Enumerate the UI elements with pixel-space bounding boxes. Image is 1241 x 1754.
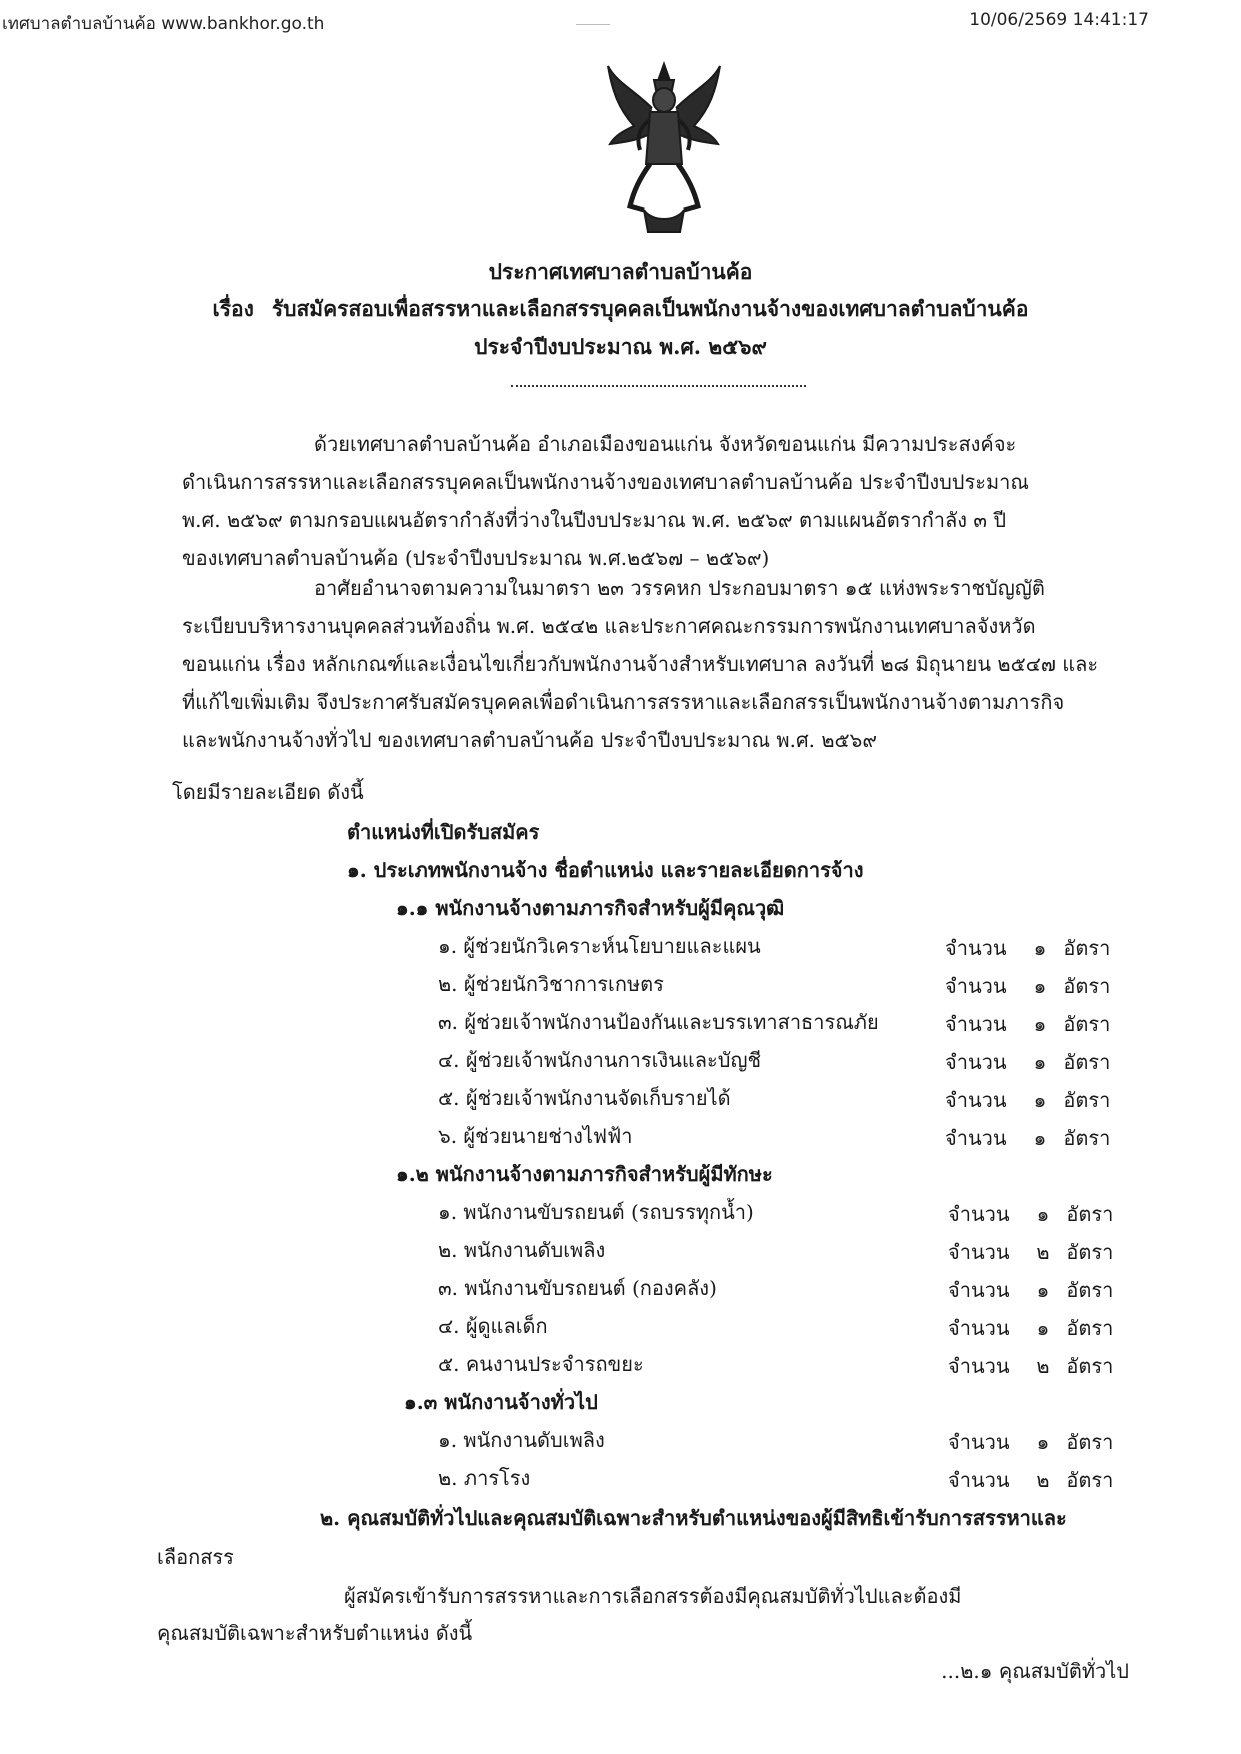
section2-body-line: คุณสมบัติเฉพาะสำหรับตำแหน่ง ดังนี้ — [157, 1621, 473, 1645]
count-label: จำนวน — [948, 1430, 1010, 1454]
position-name: ๓. ผู้ช่วยเจ้าพนักงานป้องกันและบรรเทาสาธารณภัย — [438, 1010, 879, 1034]
title-dotted-rule — [511, 385, 806, 387]
position-name: ๓. พนักงานขับรถยนต์ (กองคลัง) — [438, 1276, 717, 1300]
count-label: จำนวน — [948, 1468, 1010, 1492]
group-heading-1-2: ๑.๒ พนักงานจ้างตามภารกิจสำหรับผู้มีทักษะ — [396, 1162, 773, 1186]
group-heading-1-1: ๑.๑ พนักงานจ้างตามภารกิจสำหรับผู้มีคุณวุฒิ — [396, 896, 785, 920]
count-label: จำนวน — [945, 974, 1007, 998]
position-name: ๒. ผู้ช่วยนักวิชาการเกษตร — [438, 972, 664, 996]
position-count — [948, 1236, 1113, 1268]
section2-heading: ๒. คุณสมบัติทั่วไปและคุณสมบัติเฉพาะสำหรับตำแหน่งของผู้มีสิทธิเข้ารับการสรรหาและ — [320, 1506, 1067, 1530]
details-line: โดยมีรายละเอียด ดังนี้ — [172, 780, 364, 804]
page-header — [0, 6, 1241, 34]
unit-label: อัตรา — [1063, 974, 1111, 998]
position-name: ๑. พนักงานดับเพลิง — [438, 1428, 605, 1452]
count-label: จำนวน — [948, 1202, 1010, 1226]
position-count — [948, 1274, 1113, 1306]
position-count — [948, 1350, 1113, 1382]
section2-body-line: ผู้สมัครเข้ารับการสรรหาและการเลือกสรรต้องมีคุณสมบัติทั่วไปและต้องมี — [344, 1584, 962, 1608]
position-name: ๑. ผู้ช่วยนักวิเคราะห์นโยบายและแผน — [438, 934, 761, 958]
position-name: ๕. คนงานประจำรถขยะ — [438, 1352, 644, 1376]
count-value: ๑ — [1033, 1050, 1047, 1074]
count-value: ๑ — [1033, 1088, 1047, 1112]
position-name: ๒. พนักงานดับเพลิง — [438, 1238, 606, 1262]
position-name: ๔. ผู้ดูแลเด็ก — [438, 1314, 548, 1338]
unit-label: อัตรา — [1063, 1088, 1111, 1112]
count-value: ๑ — [1036, 1316, 1050, 1340]
count-label: จำนวน — [945, 936, 1007, 960]
section2-heading-cont: เลือกสรร — [157, 1545, 234, 1569]
count-value: ๑ — [1036, 1278, 1050, 1302]
count-label: จำนวน — [945, 1126, 1007, 1150]
count-label: จำนวน — [948, 1354, 1010, 1378]
count-value: ๑ — [1033, 1126, 1047, 1150]
position-count — [945, 970, 1110, 1002]
fiscal-year-line: ประจำปีงบประมาณ พ.ศ. ๒๕๖๙ — [474, 334, 767, 359]
count-value: ๒ — [1036, 1354, 1050, 1378]
position-count — [948, 1198, 1113, 1230]
count-label: จำนวน — [948, 1278, 1010, 1302]
count-value: ๒ — [1036, 1240, 1050, 1264]
intro-paragraph-2 — [182, 569, 1137, 759]
count-value: ๑ — [1036, 1430, 1050, 1454]
position-count — [945, 1084, 1110, 1116]
paragraph-line: ดำเนินการสรรหาและเลือกสรรบุคคลเป็นพนักงานจ้างของเทศบาลตำบลบ้านค้อ ประจำปีงบประมาณ — [182, 470, 1029, 494]
count-label: จำนวน — [945, 1050, 1007, 1074]
positions-heading: ตำแหน่งที่เปิดรับสมัคร — [347, 820, 540, 844]
paragraph-line: ด้วยเทศบาลตำบลบ้านค้อ อำเภอเมืองขอนแก่น จังหวัดขอนแก่น มีความประสงค์จะ — [314, 432, 1017, 456]
position-count — [948, 1464, 1113, 1496]
announcement-title: ประกาศเทศบาลตำบลบ้านค้อ — [488, 259, 753, 284]
header-divider — [576, 24, 610, 25]
position-count — [948, 1312, 1113, 1344]
header-timestamp: 10/06/2569 14:41:17 — [969, 10, 1149, 30]
section1-heading: ๑. ประเภทพนักงานจ้าง ชื่อตำแหน่ง และรายละเอียดการจ้าง — [347, 858, 864, 882]
subject-text: รับสมัครสอบเพื่อสรรหาและเลือกสรรบุคคลเป็นพนักงานจ้างของเทศบาลตำบลบ้านค้อ — [271, 296, 1029, 321]
position-name: ๔. ผู้ช่วยเจ้าพนักงานการเงินและบัญชี — [438, 1048, 762, 1072]
group-heading-1-3: ๑.๓ พนักงานจ้างทั่วไป — [404, 1390, 598, 1414]
header-site-text: เทศบาลตำบลบ้านค้อ www.bankhor.go.th — [2, 14, 325, 34]
announcement-subject — [0, 293, 1241, 326]
unit-label: อัตรา — [1066, 1278, 1114, 1302]
unit-label: อัตรา — [1066, 1202, 1114, 1226]
position-count — [945, 1008, 1110, 1040]
count-value: ๑ — [1033, 1012, 1047, 1036]
position-name: ๕. ผู้ช่วยเจ้าพนักงานจัดเก็บรายได้ — [438, 1086, 731, 1110]
count-label: จำนวน — [948, 1240, 1010, 1264]
unit-label: อัตรา — [1063, 1050, 1111, 1074]
paragraph-line: ที่แก้ไขเพิ่มเติม จึงประกาศรับสมัครบุคคลเพื่อดำเนินการสรรหาและเลือกสรรเป็นพนักงานจ้างตามภารกิจ — [182, 690, 1065, 714]
position-count — [945, 1122, 1110, 1154]
unit-label: อัตรา — [1063, 936, 1111, 960]
unit-label: อัตรา — [1066, 1430, 1114, 1454]
paragraph-line: อาศัยอำนาจตามความในมาตรา ๒๓ วรรคหก ประกอบมาตรา ๑๕ แห่งพระราชบัญญัติ — [314, 576, 1045, 600]
position-count — [945, 1046, 1110, 1078]
position-name: ๖. ผู้ช่วยนายช่างไฟฟ้า — [438, 1124, 633, 1148]
unit-label: อัตรา — [1066, 1316, 1114, 1340]
paragraph-line: ระเบียบบริหารงานบุคคลส่วนท้องถิ่น พ.ศ. ๒๕๔๒ และประกาศคณะกรรมการพนักงานเทศบาลจังหวัด — [182, 614, 1036, 638]
garuda-emblem-icon — [604, 60, 724, 238]
paragraph-line: ของเทศบาลตำบลบ้านค้อ (ประจำปีงบประมาณ พ.ศ.๒๕๖๗ – ๒๕๖๙) — [182, 546, 770, 570]
subject-label: เรื่อง — [212, 296, 254, 321]
paragraph-line: ขอนแก่น เรื่อง หลักเกณฑ์และเงื่อนไขเกี่ยวกับพนักงานจ้างสำหรับเทศบาล ลงวันที่ ๒๘ มิถุนายน ๒๕๔๗ และ — [182, 652, 1099, 676]
paragraph-line: พ.ศ. ๒๕๖๙ ตามกรอบแผนอัตรากำลังที่ว่างในปีงบประมาณ พ.ศ. ๒๕๖๙ ตามแผนอัตรากำลัง ๓ ปี — [182, 508, 1007, 532]
position-count — [945, 932, 1110, 964]
continuation-marker: ...๒.๑ คุณสมบัติทั่วไป — [941, 1659, 1129, 1683]
count-value: ๑ — [1033, 936, 1047, 960]
paragraph-line: และพนักงานจ้างทั่วไป ของเทศบาลตำบลบ้านค้อ ประจำปีงบประมาณ พ.ศ. ๒๕๖๙ — [182, 728, 878, 752]
position-name: ๒. ภารโรง — [438, 1466, 531, 1490]
unit-label: อัตรา — [1063, 1126, 1111, 1150]
intro-paragraph-1 — [182, 425, 1137, 577]
count-label: จำนวน — [948, 1316, 1010, 1340]
position-count — [948, 1426, 1113, 1458]
position-name: ๑. พนักงานขับรถยนต์ (รถบรรทุกน้ำ) — [438, 1200, 754, 1224]
unit-label: อัตรา — [1066, 1468, 1114, 1492]
count-value: ๑ — [1036, 1202, 1050, 1226]
count-value: ๑ — [1033, 974, 1047, 998]
unit-label: อัตรา — [1066, 1240, 1114, 1264]
count-label: จำนวน — [945, 1012, 1007, 1036]
unit-label: อัตรา — [1063, 1012, 1111, 1036]
count-value: ๒ — [1036, 1468, 1050, 1492]
count-label: จำนวน — [945, 1088, 1007, 1112]
unit-label: อัตรา — [1066, 1354, 1114, 1378]
